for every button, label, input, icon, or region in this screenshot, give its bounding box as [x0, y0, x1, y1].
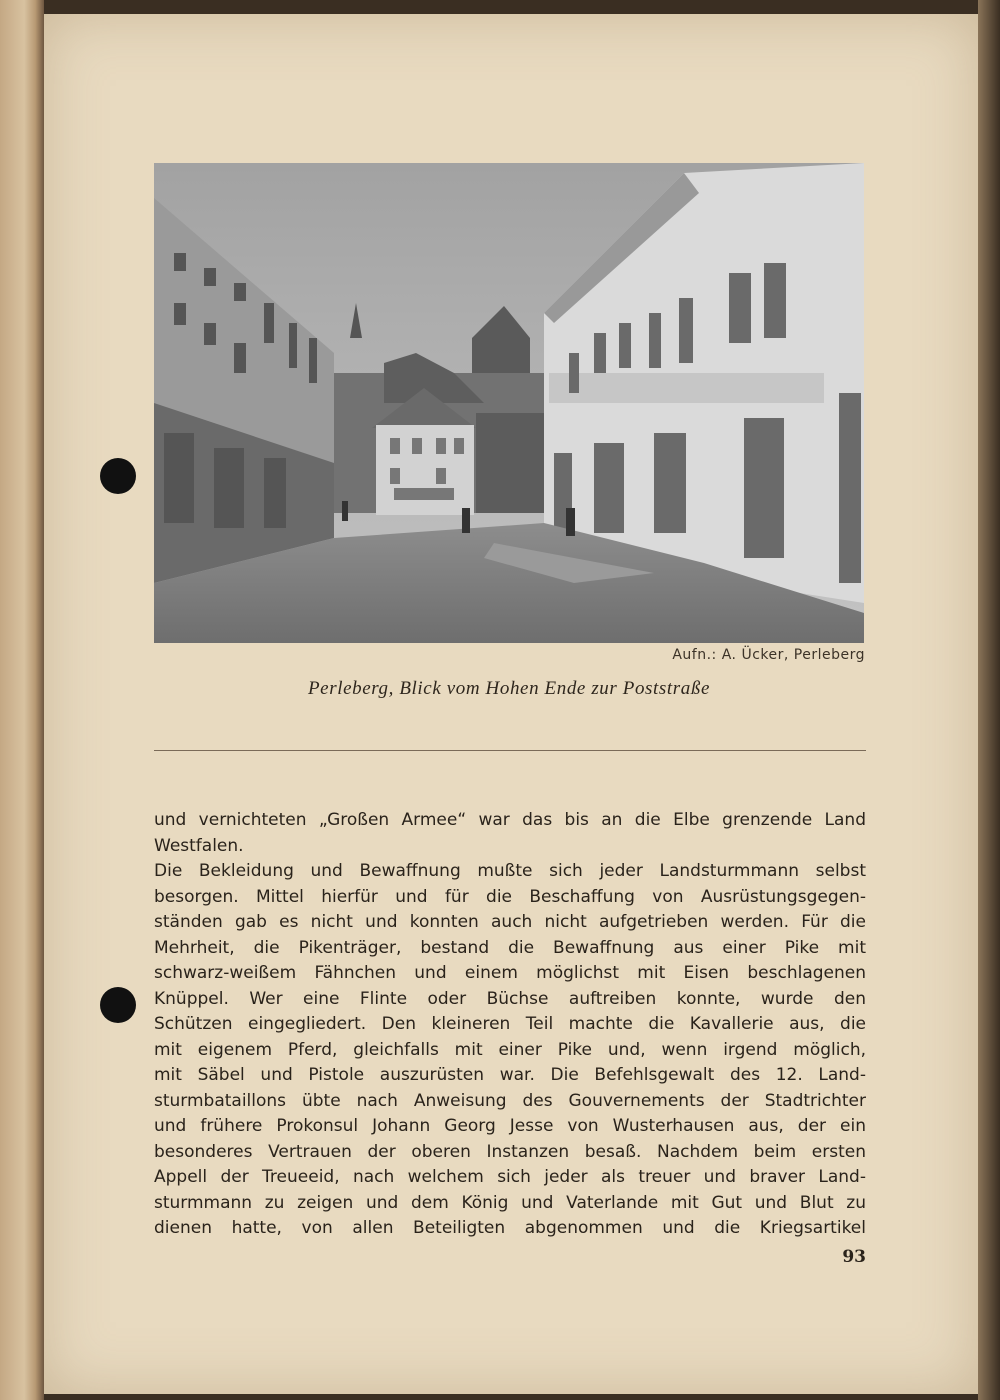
text-line: dienen hatte, von allen Beteiligten abgenommen und die Kriegsartikel [154, 1218, 866, 1238]
text-line: sturmbataillons übte nach Anweisung des Gouvernements der Stadtrichter [154, 1090, 866, 1111]
text-line: mit eigenem Pferd, gleichfalls mit einer Pike und, wenn irgend möglich, [154, 1039, 866, 1060]
text-line: Schützen eingegliedert. Den kleineren Teil machte die Kavallerie aus, die [154, 1014, 866, 1034]
text-line: und vernichteten „Großen Armee“ war das bis an die Elbe grenzende Land [154, 810, 866, 830]
punch-hole [100, 987, 136, 1023]
punch-hole [100, 458, 136, 494]
body-text [154, 808, 866, 1242]
street-photograph [154, 163, 864, 643]
text-line: Mehrheit, die Pikenträger, bestand die Bewaffnung aus einer Pike mit [154, 937, 866, 958]
book-binding-edge [0, 0, 44, 1400]
section-divider [154, 750, 866, 751]
text-line: Appell der Treueeid, nach welchem sich jeder als treuer und braver Land- [154, 1167, 866, 1187]
text-line: Knüppel. Wer eine Flinte oder Büchse auftreiben konnte, wurde den [154, 988, 866, 1009]
text-line: besorgen. Mittel hierfür und für die Beschaffung von Ausrüstungsgegen- [154, 886, 866, 907]
text-line: ständen gab es nicht und konnten auch nicht aufgetrieben werden. Für die [154, 912, 866, 932]
text-line: sturmmann zu zeigen und dem König und Vaterlande mit Gut und Blut zu [154, 1192, 866, 1213]
text-line: schwarz-weißem Fähnchen und einem möglichst mit Eisen beschlagenen [154, 963, 866, 983]
text-line: Westfalen. [154, 835, 244, 856]
page-number: 93 [842, 1247, 866, 1267]
text-line: mit Säbel und Pistole auszurüsten war. Die Befehlsgewalt des 12. Land- [154, 1065, 866, 1085]
text-line: besonderes Vertrauen der oberen Instanzen besaß. Nachdem beim ersten [154, 1141, 866, 1162]
street-scene-illustration [154, 163, 864, 643]
text-line: Die Bekleidung und Bewaffnung mußte sich jeder Landsturmmann selbst [154, 861, 866, 881]
text-line: und frühere Prokonsul Johann Georg Jesse von Wusterhausen aus, der ein [154, 1116, 866, 1136]
photo-credit: Aufn.: A. Ücker, Perleberg [672, 647, 865, 663]
background-edge [978, 0, 1000, 1400]
photo-caption: Perleberg, Blick vom Hohen Ende zur Poststraße [307, 678, 711, 699]
